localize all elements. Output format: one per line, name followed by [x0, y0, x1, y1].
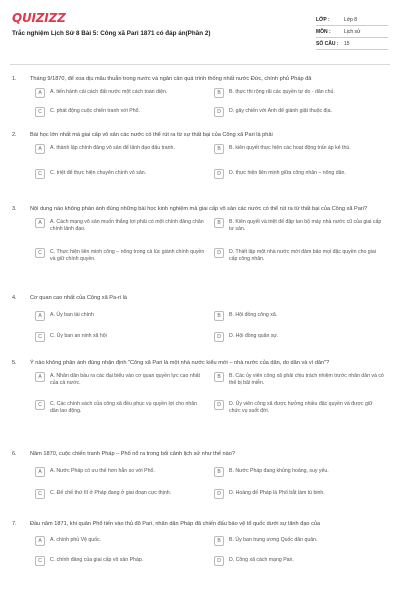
answer-option-a[interactable] [30, 89, 209, 108]
option-text: D. gây chiến với Anh để giành giật thuộc địa. [229, 107, 332, 114]
option-text: C. Ủy ban an ninh xã hội [50, 332, 107, 339]
answer-option-b[interactable] [209, 373, 388, 401]
option-text: C. Đế chế thứ III ở Pháp đang ở giai đoạn cực thịnh. [50, 489, 172, 496]
option-text: A. chính phủ Vệ quốc. [50, 536, 102, 543]
answer-option-c[interactable] [30, 170, 209, 189]
question-number: 1. [12, 76, 17, 82]
option-letter-box: B [214, 88, 224, 98]
option-text: B. Các ủy viên công xã phải chịu trách nhiệm trước nhân dân và có thể bị bãi miễn. [229, 372, 384, 386]
answer-option-c[interactable] [30, 108, 209, 127]
answer-option-c[interactable] [30, 490, 209, 509]
question [0, 295, 400, 360]
question [0, 360, 400, 451]
option-letter-box: D [214, 400, 224, 410]
option-text: C. triệt để thực hiện chuyên chính vô sản. [50, 169, 147, 176]
option-letter-box: A [35, 311, 45, 321]
question [0, 76, 400, 132]
meta-count [316, 38, 388, 50]
option-letter-box: B [214, 144, 224, 154]
option-letter-box: A [35, 372, 45, 382]
answer-option-c[interactable] [30, 557, 209, 571]
answer-option-a[interactable] [30, 373, 209, 401]
answer-option-b[interactable] [209, 312, 388, 333]
option-text: A. thành lập chính đảng vô sản để lãnh đạo đấu tranh. [50, 144, 175, 151]
option-letter-box: C [35, 107, 45, 117]
option-letter-box: C [35, 489, 45, 499]
option-letter-box: C [35, 400, 45, 410]
option-letter-box: B [214, 467, 224, 477]
answer-options [30, 468, 388, 509]
option-text: D. Hoàng đế Pháp là Phổ bắt làm tù binh. [229, 489, 325, 496]
answer-option-d[interactable] [209, 249, 388, 279]
question-number: 2. [12, 132, 17, 138]
answer-option-b[interactable] [209, 219, 388, 249]
option-text: C. chính đảng của giai cấp vô sản Pháp. [50, 556, 144, 563]
answer-option-a[interactable] [30, 145, 209, 170]
option-letter-box: B [214, 536, 224, 546]
option-letter-box: B [214, 311, 224, 321]
answer-option-d[interactable] [209, 557, 388, 571]
answer-option-b[interactable] [209, 145, 388, 170]
answer-option-d[interactable] [209, 170, 388, 189]
option-text: B. Ủy ban trung ương Quốc dân quân. [229, 536, 318, 543]
answer-option-a[interactable] [30, 219, 209, 249]
answer-option-c[interactable] [30, 333, 209, 352]
meta-subject-value: Lịch sử [344, 28, 361, 35]
question-text: Nội dung nào không phản ánh đúng những bài học kinh nghiệm mà giai cấp vô sản các nước có thể rút ra từ thất bại của Công xã Pari? [30, 206, 368, 212]
option-letter-box: A [35, 218, 45, 228]
answer-options [30, 219, 388, 279]
answer-option-d[interactable] [209, 333, 388, 352]
answer-options [30, 89, 388, 127]
option-letter-box: B [214, 218, 224, 228]
option-text: B. Kiên quyết và triệt để đập tan bộ máy nhà nước cũ của giai cấp tư sản. [229, 218, 382, 232]
question-number: 3. [12, 206, 17, 212]
answer-option-b[interactable] [209, 537, 388, 557]
option-text: D. Ủy viên công xã được hưởng nhiều đặc quyền và được giữ chức vụ suốt đời. [229, 400, 373, 414]
option-text: A. Nhân dân bầu ra các đại biểu vào cơ quan quyền lực cao nhất của cả nước. [50, 372, 200, 386]
meta-class [316, 14, 388, 26]
question-text: Năm 1870, cuộc chiến tranh Pháp – Phổ nổ ra trong bối cảnh lịch sử như thế nào? [30, 451, 235, 457]
question-text: Ý nào không phản ánh đúng nhận định "Công xã Pari là một nhà nước kiểu mới – nhà nước của dân, do dân và vì dân"? [30, 360, 330, 366]
option-text: B. Hội đồng công xã. [229, 311, 278, 318]
option-letter-box: D [214, 107, 224, 117]
meta-subject-label: MÔN : [316, 28, 331, 35]
meta-class-label: LỚP : [316, 16, 330, 23]
worksheet-meta [316, 14, 388, 50]
option-letter-box: C [35, 332, 45, 342]
option-letter-box: D [214, 248, 224, 258]
option-text: B. thực thi rộng rãi các quyền tự do - dân chủ. [229, 88, 335, 95]
answer-option-d[interactable] [209, 108, 388, 127]
answer-option-c[interactable] [30, 401, 209, 429]
option-letter-box: C [35, 169, 45, 179]
meta-subject [316, 26, 388, 38]
option-text: C. Các chính sách của công xã đều phục vụ quyền lợi cho nhân dân lao động. [50, 400, 198, 414]
question-number: 5. [12, 360, 17, 366]
question-text: Cơ quan cao nhất của Công xã Pa-ri là [30, 295, 127, 301]
option-letter-box: C [35, 248, 45, 258]
quizizz-logo: QUIZIZZ [12, 11, 66, 25]
option-text: D. Thiết lập một nhà nước mới đảm bảo mọi đặc quyền cho giai cấp công nhân. [229, 248, 376, 262]
answer-option-c[interactable] [30, 249, 209, 279]
option-letter-box: A [35, 88, 45, 98]
answer-options [30, 312, 388, 352]
answer-option-b[interactable] [209, 468, 388, 490]
header-divider [10, 64, 390, 65]
option-letter-box: D [214, 556, 224, 566]
answer-options [30, 537, 388, 571]
question [0, 521, 400, 581]
meta-count-label: SỐ CÂU : [316, 40, 339, 47]
worksheet-header [0, 0, 400, 58]
option-letter-box: D [214, 169, 224, 179]
answer-option-d[interactable] [209, 490, 388, 509]
question [0, 206, 400, 295]
option-text: C. phát động cuộc chiến tranh với Phổ. [50, 107, 140, 114]
answer-option-a[interactable] [30, 537, 209, 557]
option-letter-box: B [214, 372, 224, 382]
option-letter-box: A [35, 144, 45, 154]
question [0, 451, 400, 521]
question-list [0, 76, 400, 581]
answer-options [30, 145, 388, 189]
option-text: A. Cách mạng vô sản muốn thắng lợi phải có một chính đảng chân chính lãnh đạo. [50, 218, 204, 232]
option-text: C. Thực hiện liên minh công – nông trong cả lúc giành chính quyền và giữ chính quyền. [50, 248, 205, 262]
answer-option-a[interactable] [30, 468, 209, 490]
question-text: Bài học lớn nhất mà giai cấp vô sản các nước có thể rút ra từ sự thất bại của Công xã Pari là phải [30, 132, 273, 138]
option-letter-box: D [214, 332, 224, 342]
option-text: A. Ủy ban tài chính [50, 311, 94, 318]
option-text: D. Hội đồng quân sự. [229, 332, 279, 339]
question-text: Tháng 9/1870, để xoa dịu mâu thuẫn trong nước và ngăn cản quá trình thống nhất nước Đức, chính phủ Pháp đã [30, 76, 312, 82]
question [0, 132, 400, 206]
answer-options [30, 373, 388, 429]
question-number: 7. [12, 521, 17, 527]
option-text: A. Nước Pháp có ưu thế hơn hẳn so với Phổ. [50, 467, 155, 474]
option-text: B. kiên quyết thực hiện các hoạt động trấn áp kẻ thù. [229, 144, 351, 151]
question-text: Đầu năm 1871, khi quân Phổ tiến vào thủ đô Pari, nhân dân Pháp đã chiến đấu bảo vệ tổ quốc dưới sự lãnh đạo của [30, 521, 321, 527]
meta-count-value: 15 [344, 40, 350, 47]
page-title: Trắc nghiệm Lịch Sử 8 Bài 5: Công xã Pari 1871 có đáp án(Phần 2) [12, 30, 211, 37]
option-letter-box: A [35, 536, 45, 546]
option-text: D. thực hiện liên minh giữa công nhân – nông dân. [229, 169, 346, 176]
answer-option-d[interactable] [209, 401, 388, 429]
option-text: A. tiến hành cải cách đất nước một cách toàn diện. [50, 88, 168, 95]
answer-option-b[interactable] [209, 89, 388, 108]
option-letter-box: A [35, 467, 45, 477]
option-text: D. Công xã cách mạng Pari. [229, 556, 294, 563]
meta-class-value: Lớp 8 [344, 16, 358, 23]
question-number: 4. [12, 295, 17, 301]
question-number: 6. [12, 451, 17, 457]
option-letter-box: C [35, 556, 45, 566]
option-letter-box: D [214, 489, 224, 499]
answer-option-a[interactable] [30, 312, 209, 333]
option-text: B. Nước Pháp đang khủng hoảng, suy yếu. [229, 467, 329, 474]
